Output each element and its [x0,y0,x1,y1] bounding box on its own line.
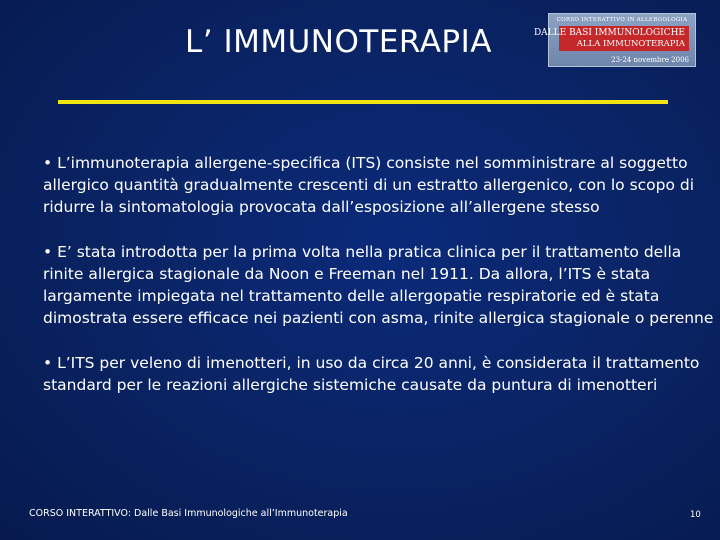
bullet-item: • L’ITS per veleno di imenotteri, in uso da circa 20 anni, è considerata il trattamento standard per le reazioni allergiche sistemiche causate da puntura di imenotteri [43,354,700,394]
badge-date: 23-24 novembre 2006 [611,56,689,64]
course-badge-logo [533,13,696,67]
slide-title: L’ IMMUNOTERAPIA [185,24,492,60]
slide-footer: CORSO INTERATTIVO: Dalle Basi Immunologiche all’Immunoterapia [29,508,348,519]
badge-line-1: DALLE BASI IMMUNOLOGICHE [533,28,685,38]
badge-line-2: ALLA IMMUNOTERAPIA [576,39,685,49]
bullet-item: • L’immunoterapia allergene-specifica (ITS) consiste nel somministrare al soggetto allergico quantità gradualmente crescenti di un estratto allergenico, con lo scopo di ridurre la sintomatologia provocata dall’esposizione all’allergene stesso [43,154,695,216]
badge-top-line: CORSO INTERATTIVO IN ALLERGOLOGIA [556,17,688,23]
page-number: 10 [690,510,701,520]
bullet-list [43,152,715,419]
bullet-item: • E’ stata introdotta per la prima volta nella pratica clinica per il trattamento della rinite allergica stagionale da Noon e Freeman nel 1911. Da allora, l’ITS è stata largamente impiegata nel trattamento delle allergopatie respiratorie ed è stata dimostrata essere efficace nei pazienti con asma, rinite allergica stagionale o perenne [43,243,714,327]
title-underline [58,100,668,104]
